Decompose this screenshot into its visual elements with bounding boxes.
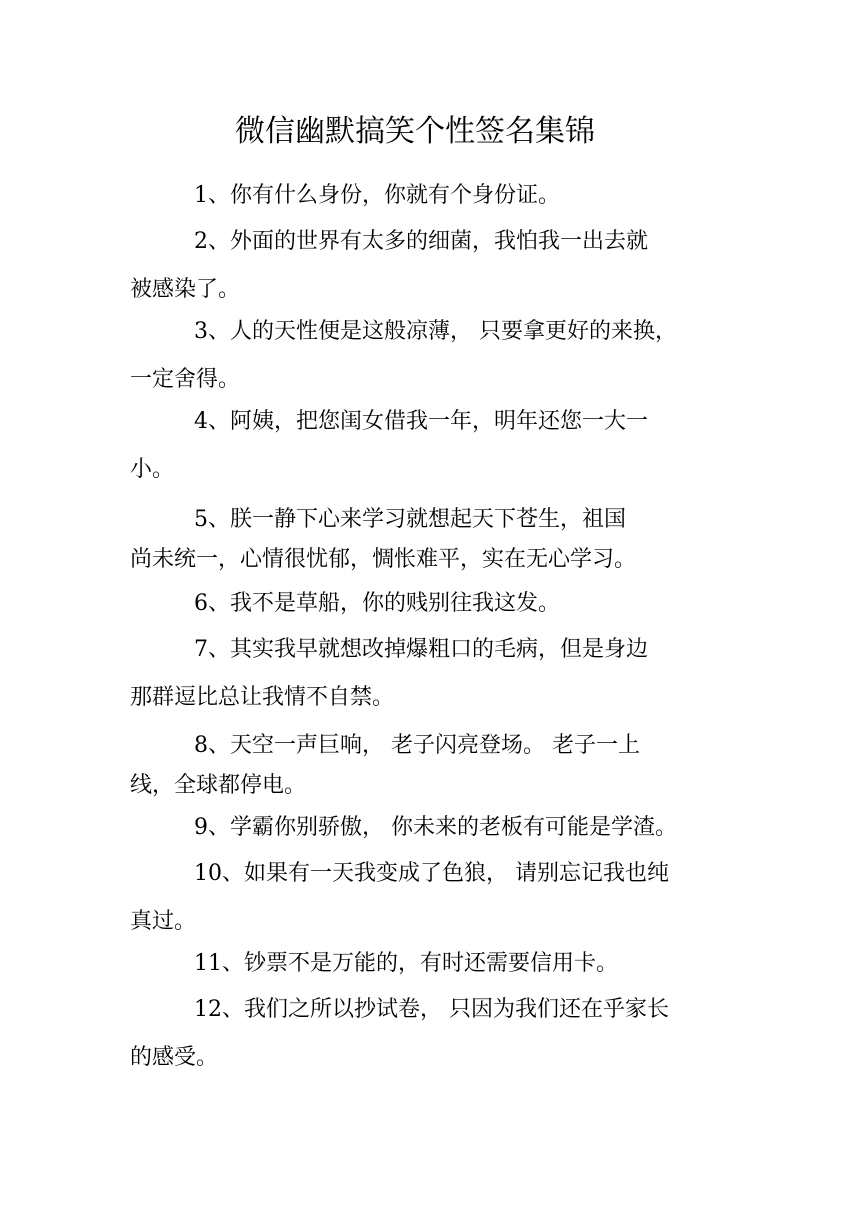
item-line: 那群逗比总让我情不自禁。 [130,685,395,710]
list-item [130,176,730,216]
item-line: 7、其实我早就想改掉爆粗口的毛病，但是身边 [194,637,648,662]
list-item [130,584,730,624]
item-line: 的感受。 [130,1045,219,1070]
item-line: 8、天空一声巨响， 老子闪亮登场。 老子一上 [194,733,640,758]
item-line: 一定舍得。 [130,367,241,392]
list-item [130,854,730,942]
item-line: 12、我们之所以抄试卷， 只因为我们还在乎家长 [194,997,669,1022]
list-item [130,222,730,310]
item-line: 被感染了。 [130,277,241,302]
list-item [130,500,730,580]
list-item [130,808,730,848]
item-line: 10、如果有一天我变成了色狼， 请别忘记我也纯 [194,861,669,886]
item-line: 9、学霸你别骄傲， 你未来的老板有可能是学渣。 [194,815,677,840]
item-line: 4、阿姨，把您闺女借我一年，明年还您一大一 [194,409,648,434]
list-item [130,630,730,718]
list-item [130,944,730,984]
item-line: 6、我不是草船，你的贱别往我这发。 [194,591,560,616]
list-item [130,312,730,400]
item-line: 3、人的天性便是这般凉薄， 只要拿更好的来换， [194,319,677,344]
item-line: 5、朕一静下心来学习就想起天下苍生，祖国 [194,507,626,532]
list-item [130,402,730,490]
item-line: 小。 [130,457,175,482]
item-line: 线，全球都停电。 [130,773,307,798]
item-line: 2、外面的世界有太多的细菌，我怕我一出去就 [194,229,648,254]
list-item [130,990,730,1078]
item-line: 真过。 [130,909,197,934]
item-line: 尚未统一，心情很忧郁，惆怅难平，实在无心学习。 [130,547,637,572]
page-title: 微信幽默搞笑个性签名集锦 [235,114,595,149]
item-line: 1、你有什么身份，你就有个身份证。 [194,183,560,208]
list-item [130,726,730,806]
item-line: 11、钞票不是万能的，有时还需要信用卡。 [194,951,618,976]
